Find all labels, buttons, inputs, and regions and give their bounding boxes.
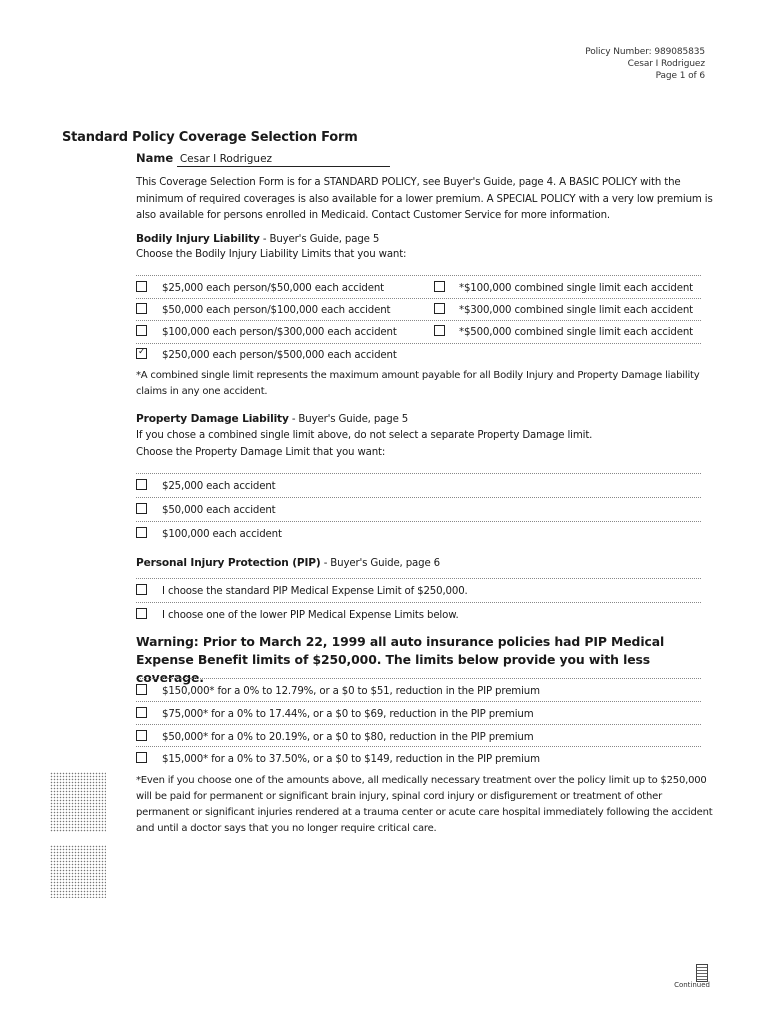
pip-limit-50000[interactable] bbox=[136, 730, 534, 745]
form-title: Standard Policy Coverage Selection Form bbox=[62, 130, 358, 145]
pip-limit-75000[interactable] bbox=[136, 707, 534, 722]
name-label: Name bbox=[136, 151, 174, 165]
divider bbox=[136, 578, 701, 579]
option-label: $50,000* for a 0% to 20.19%, or a $0 to $80, reduction in the PIP premium bbox=[162, 732, 534, 743]
bi-option-csl-300[interactable] bbox=[434, 303, 693, 318]
scan-pattern bbox=[50, 772, 106, 832]
bodily-injury-footnote: *A combined single limit represents the maximum amount payable for all Bodily Injury and Property Damage liability claims in any one accident. bbox=[136, 370, 700, 397]
option-label: $100,000 each accident bbox=[162, 529, 282, 540]
checkbox[interactable] bbox=[434, 303, 445, 314]
option-label: I choose one of the lower PIP Medical Expense Limits below. bbox=[162, 610, 459, 621]
checkbox[interactable] bbox=[136, 281, 147, 292]
checkbox[interactable] bbox=[434, 281, 445, 292]
pip-ref: - Buyer's Guide, page 6 bbox=[320, 558, 440, 569]
option-label: *$500,000 combined single limit each accident bbox=[459, 327, 693, 338]
bi-option-csl-500[interactable] bbox=[434, 325, 693, 340]
divider bbox=[136, 320, 701, 321]
divider bbox=[136, 298, 701, 299]
option-label: $50,000 each accident bbox=[162, 505, 276, 516]
pip-limit-150000[interactable] bbox=[136, 684, 540, 699]
pip-footnote: *Even if you choose one of the amounts above, all medically necessary treatment over the policy limit up to $250,000 will be paid for permanent or significant brain injury, spinal cord injury or disfigurement or treatment of other permanent or significant injuries rendered at a trauma center or acute care hospital immediately following the accident and until a doctor says that you no longer require critical care. bbox=[136, 775, 713, 834]
option-label: $25,000 each person/$50,000 each accident bbox=[162, 283, 385, 294]
bi-option-csl-100[interactable] bbox=[434, 281, 693, 296]
divider bbox=[136, 701, 701, 702]
checkbox-checked[interactable] bbox=[136, 348, 147, 359]
checkbox[interactable] bbox=[136, 730, 147, 741]
property-damage-ref: - Buyer's Guide, page 5 bbox=[288, 414, 409, 425]
continued-icon bbox=[696, 964, 708, 982]
scan-pattern bbox=[50, 845, 106, 898]
divider bbox=[136, 343, 701, 344]
option-label: $75,000* for a 0% to 17.44%, or a $0 to $69, reduction in the PIP premium bbox=[162, 709, 534, 720]
divider bbox=[136, 275, 701, 276]
property-damage-instruction-2: Choose the Property Damage Limit that you want: bbox=[136, 447, 386, 458]
option-label: $250,000 each person/$500,000 each accident bbox=[162, 350, 397, 361]
bi-option-50-100[interactable] bbox=[136, 303, 390, 318]
divider bbox=[136, 724, 701, 725]
checkbox[interactable] bbox=[136, 707, 147, 718]
name-row bbox=[136, 151, 390, 167]
checkbox[interactable] bbox=[136, 325, 147, 336]
intro-paragraph: This Coverage Selection Form is for a STANDARD POLICY, see Buyer's Guide, page 4. A BASIC POLICY with the minimum of required coverages is also available for a lower premium. A SPECIAL POLICY with a very low premium is also available for persons enrolled in Medicaid. Contact Customer Service for more information. bbox=[136, 177, 713, 222]
pd-option-100[interactable] bbox=[136, 527, 282, 542]
divider bbox=[136, 521, 701, 522]
checkbox[interactable] bbox=[434, 325, 445, 336]
option-label: $25,000 each accident bbox=[162, 481, 276, 492]
checkbox[interactable] bbox=[136, 527, 147, 538]
pd-option-50[interactable] bbox=[136, 503, 275, 518]
pip-limit-15000[interactable] bbox=[136, 752, 540, 767]
checkbox[interactable] bbox=[136, 684, 147, 695]
bodily-injury-heading: Bodily Injury Liability bbox=[136, 233, 260, 245]
divider bbox=[136, 602, 701, 603]
option-label: *$100,000 combined single limit each accident bbox=[459, 283, 693, 294]
pip-heading-row bbox=[136, 555, 440, 572]
option-label: $15,000* for a 0% to 37.50%, or a $0 to $149, reduction in the PIP premium bbox=[162, 754, 540, 765]
bi-option-100-300[interactable] bbox=[136, 325, 397, 340]
checkbox[interactable] bbox=[136, 479, 147, 490]
pip-warning: Warning: Prior to March 22, 1999 all auto insurance policies had PIP Medical Expense Benefit limits of $250,000. The limits below provide you with less coverage. bbox=[136, 634, 665, 685]
property-damage-instruction-1: If you chose a combined single limit above, do not select a separate Property Damage limit. bbox=[136, 430, 593, 441]
checkbox[interactable] bbox=[136, 584, 147, 595]
divider bbox=[136, 497, 701, 498]
checkbox[interactable] bbox=[136, 608, 147, 619]
pip-option-standard[interactable] bbox=[136, 584, 468, 599]
bi-option-25-50[interactable] bbox=[136, 281, 384, 296]
name-field[interactable]: Cesar I Rodriguez bbox=[177, 152, 390, 167]
check-mark-icon: ✓ bbox=[138, 347, 146, 357]
page-indicator: Page 1 of 6 bbox=[655, 71, 705, 81]
divider bbox=[136, 678, 701, 679]
option-label: I choose the standard PIP Medical Expense Limit of $250,000. bbox=[162, 586, 468, 597]
option-label: *$300,000 combined single limit each accident bbox=[459, 305, 693, 316]
checkbox[interactable] bbox=[136, 503, 147, 514]
checkbox[interactable] bbox=[136, 752, 147, 763]
divider bbox=[136, 746, 701, 747]
policy-number: Policy Number: 989085835 bbox=[585, 47, 705, 57]
property-damage-heading: Property Damage Liability bbox=[136, 413, 289, 425]
option-label: $150,000* for a 0% to 12.79%, or a $0 to $51, reduction in the PIP premium bbox=[162, 686, 540, 697]
bodily-injury-ref: - Buyer's Guide, page 5 bbox=[259, 234, 380, 245]
option-label: $100,000 each person/$300,000 each accident bbox=[162, 327, 397, 338]
header-insured-name: Cesar I Rodriguez bbox=[627, 59, 705, 69]
divider bbox=[136, 473, 701, 474]
continued-label: Continued bbox=[674, 981, 710, 989]
property-damage-heading-row bbox=[136, 411, 408, 428]
pd-option-25[interactable] bbox=[136, 479, 275, 494]
bodily-injury-heading-row bbox=[136, 231, 379, 248]
checkbox[interactable] bbox=[136, 303, 147, 314]
pip-heading: Personal Injury Protection (PIP) bbox=[136, 557, 321, 569]
option-label: $50,000 each person/$100,000 each accident bbox=[162, 305, 391, 316]
pip-option-lower[interactable] bbox=[136, 608, 459, 623]
bi-option-250-500[interactable] bbox=[136, 348, 397, 363]
bodily-injury-instruction: Choose the Bodily Injury Liability Limits that you want: bbox=[136, 249, 407, 260]
